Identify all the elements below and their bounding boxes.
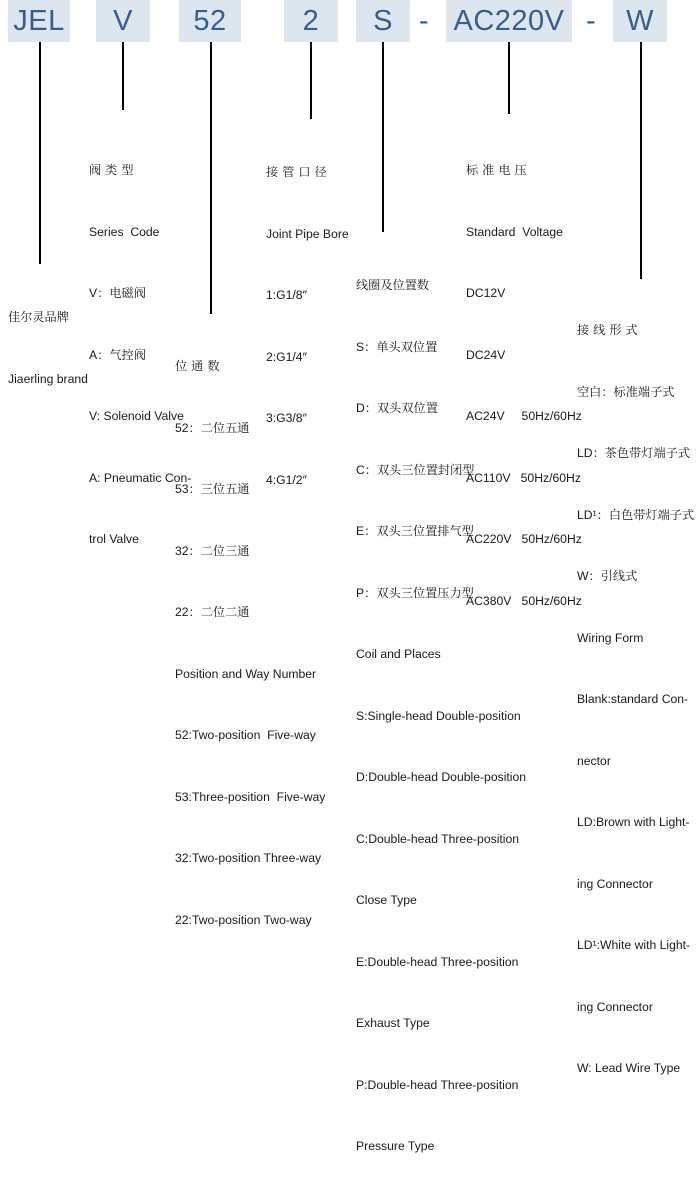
wiring-line: W: Lead Wire Type xyxy=(577,1061,681,1075)
way-connector-line xyxy=(210,42,212,314)
wiring-connector-line xyxy=(640,42,642,279)
coil-line: E：双头三位置排气型 xyxy=(356,524,474,538)
pipe-heading: 接管口径 xyxy=(266,165,331,179)
coil-connector-line xyxy=(382,42,384,232)
way-line: 53：三位五通 xyxy=(175,482,250,496)
valve-type-line: trol Valve xyxy=(89,532,139,546)
wiring-line: LD：茶色带灯端子式 xyxy=(577,446,691,460)
way-line: 32：二位三通 xyxy=(175,543,250,558)
wiring-line: W：引线式 xyxy=(577,569,638,583)
coil-line: Pressure Type xyxy=(356,1139,435,1153)
coil-line: D：双头双位置 xyxy=(356,401,438,415)
voltage-line: AC220V 50Hz/60Hz xyxy=(466,532,582,546)
coil-line: D:Double-head Double-position xyxy=(356,770,527,784)
brand-code-box: JEL xyxy=(8,0,70,42)
separator-dash: - xyxy=(586,5,596,37)
valve-type-line: Series Code xyxy=(89,224,160,239)
way-line: 53:Three-position Five-way xyxy=(175,789,326,804)
voltage-section xyxy=(466,119,582,632)
voltage-line: DC24V xyxy=(466,347,506,362)
voltage-line: DC12V xyxy=(466,286,506,300)
pipe-line: 4:G1/2″ xyxy=(266,472,307,487)
coil-line: Coil and Places xyxy=(356,647,441,661)
separator-dash: - xyxy=(419,5,429,37)
coil-line: S：单头双位置 xyxy=(356,339,438,354)
way-line: 22:Two-position Two-way xyxy=(175,912,312,927)
voltage-line: Standard Voltage xyxy=(466,224,563,239)
wiring-line: LD:Brown with Light- xyxy=(577,815,690,829)
coil-heading: 线圈及位置数 xyxy=(356,278,430,292)
voltage-heading: 标准电压 xyxy=(466,163,531,177)
voltage-code-box: AC220V xyxy=(446,0,572,42)
coil-line: C：双头三位置封闭型 xyxy=(356,462,475,477)
wiring-line: nector xyxy=(577,753,611,768)
way-line: Position and Way Number xyxy=(175,666,317,681)
coil-line: C:Double-head Three-position xyxy=(356,831,520,846)
valve-type-heading: 阀类型 xyxy=(89,163,138,177)
coil-line: P:Double-head Three-position xyxy=(356,1077,519,1092)
valve-type-line: A: Pneumatic Con- xyxy=(89,470,192,485)
wiring-line: ing Connector xyxy=(577,999,653,1014)
voltage-line: AC110V 50Hz/60Hz xyxy=(466,470,581,485)
wiring-line: LD¹:White with Light- xyxy=(577,938,691,952)
way-line: 52:Two-position Five-way xyxy=(175,728,316,742)
wiring-line: Blank:standard Con- xyxy=(577,692,689,706)
brand-section xyxy=(8,266,88,410)
voltage-line: AC380V 50Hz/60Hz xyxy=(466,593,582,608)
pipe-connector-line xyxy=(310,42,312,119)
pipe-line: Joint Pipe Bore xyxy=(266,226,349,241)
valve-type-connector-line xyxy=(122,42,124,110)
way-line: 32:Two-position Three-way xyxy=(175,851,322,865)
wiring-line: LD¹：白色带灯端子式 xyxy=(577,507,695,522)
wiring-line: ing Connector xyxy=(577,876,653,891)
valve-type-line: A：气控阀 xyxy=(89,347,146,362)
voltage-line: AC24V 50Hz/60Hz xyxy=(466,409,582,423)
brand-label-en: Jiaerling brand xyxy=(8,371,88,386)
wiring-heading: 接线形式 xyxy=(577,323,642,337)
way-line: 22：二位二通 xyxy=(175,605,250,619)
pipe-line: 1:G1/8″ xyxy=(266,288,307,302)
pipe-line: 3:G3/8″ xyxy=(266,411,307,425)
wiring-line: Wiring Form xyxy=(577,630,644,645)
way-line: 52：二位五通 xyxy=(175,420,250,435)
wiring-section xyxy=(577,279,694,1099)
wiring-code-box: W xyxy=(613,0,667,42)
valve-type-code-box: V xyxy=(96,0,150,42)
pipe-code-box: 2 xyxy=(284,0,338,42)
coil-line: Exhaust Type xyxy=(356,1016,430,1030)
brand-label-cn: 佳尔灵品牌 xyxy=(8,310,69,324)
pipe-section xyxy=(266,121,349,511)
way-code-box: 52 xyxy=(179,0,241,42)
valve-type-line: V：电磁阀 xyxy=(89,286,146,300)
way-heading: 位通数 xyxy=(175,359,224,373)
brand-connector-line xyxy=(39,42,41,264)
wiring-line: 空白：标准端子式 xyxy=(577,384,675,399)
coil-line: P：双头三位置压力型 xyxy=(356,585,474,600)
coil-line: S:Single-head Double-position xyxy=(356,708,521,723)
voltage-connector-line xyxy=(508,42,510,114)
pipe-line: 2:G1/4″ xyxy=(266,349,307,364)
valve-type-line: V: Solenoid Valve xyxy=(89,409,184,423)
coil-line: Close Type xyxy=(356,893,417,907)
coil-code-box: S xyxy=(356,0,410,42)
coil-line: E:Double-head Three-position xyxy=(356,954,519,969)
